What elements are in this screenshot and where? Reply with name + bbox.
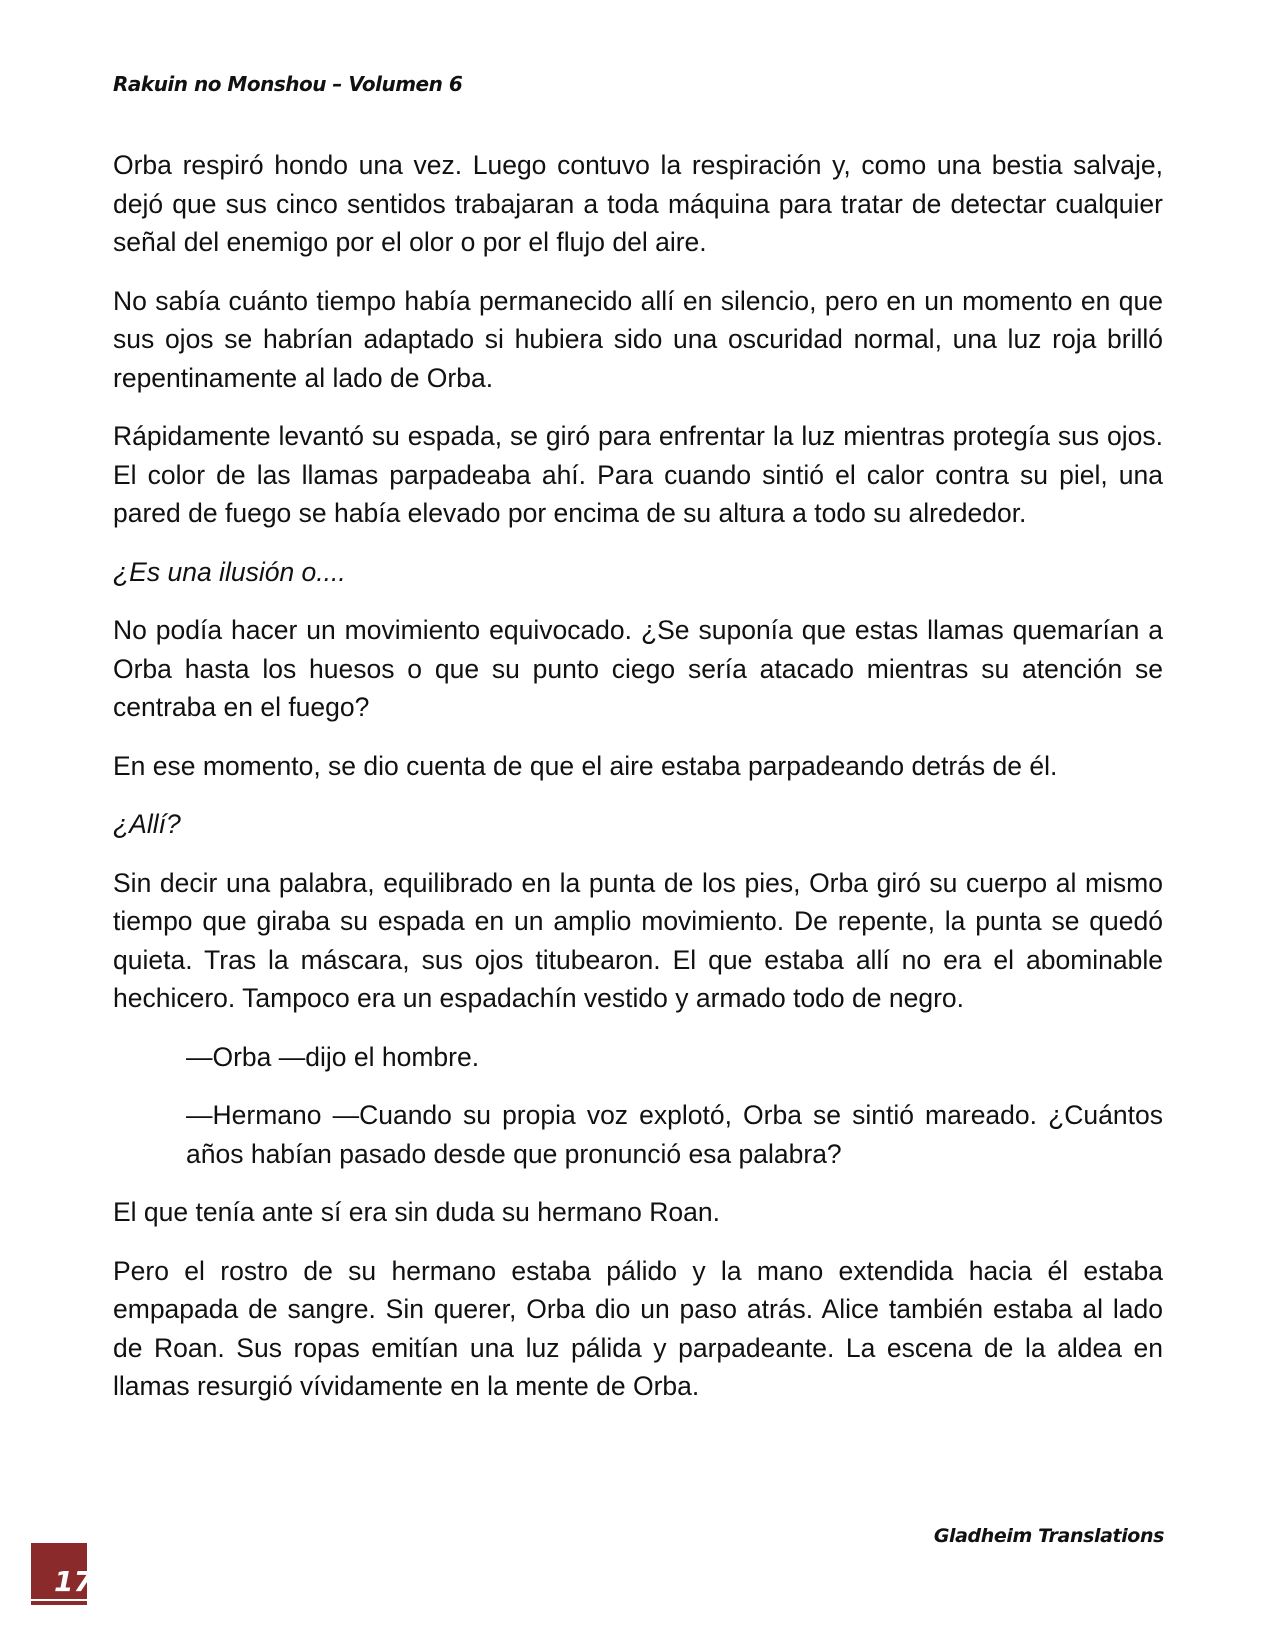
paragraph: El que tenía ante sí era sin duda su hermano Roan.	[113, 1197, 720, 1227]
page-number-badge	[31, 1543, 93, 1605]
page-badge-underline	[31, 1599, 87, 1601]
paragraph: No sabía cuánto tiempo había permanecido allí en silencio, pero en un momento en que sus ojos se habrían adaptado si hubiera sido una oscuridad normal, una luz roja brilló repentinamente al lado de Orba.	[113, 285, 1163, 393]
dialogue-paragraph: —Orba —dijo el hombre.	[186, 1041, 480, 1072]
paragraph: En ese momento, se dio cuenta de que el aire estaba parpadeando detrás de él.	[113, 750, 1058, 781]
footer-credit: Gladheim Translations	[933, 1525, 1164, 1547]
thought-paragraph: ¿Allí?	[113, 809, 181, 839]
paragraph: Pero el rostro de su hermano estaba pálido y la mano extendida hacia él estaba empapada de sangre. Sin querer, Orba dio un paso atrás. Alice también estaba al lado de Roan. Sus ropas emitían una luz pálida y parpadeante. La escena de la aldea en llamas resurgió vívidamente en la mente de Orba.	[113, 1255, 1163, 1401]
paragraph: Rápidamente levantó su espada, se giró para enfrentar la luz mientras protegía sus ojos. El color de las llamas parpadeaba ahí. Para cuando sintió el calor contra su piel, una pared de fuego se había elevado por encima de su altura a todo su alrededor.	[113, 421, 1163, 528]
document-body	[113, 146, 1163, 1426]
paragraph: Sin decir una palabra, equilibrado en la punta de los pies, Orba giró su cuerpo al mismo tiempo que giraba su espada en un amplio movimiento. De repente, la punta se quedó quieta. Tras la máscara, sus ojos titubearon. El que estaba allí no era el abominable hechicero. Tampoco era un espadachín vestido y armado todo de negro.	[113, 867, 1163, 1013]
thought-paragraph: ¿Es una ilusión o....	[113, 556, 346, 587]
running-header-title: Rakuin no Monshou – Volumen 6	[113, 72, 463, 96]
page-number: 17	[54, 1565, 93, 1598]
paragraph: Orba respiró hondo una vez. Luego contuvo la respiración y, como una bestia salvaje, dejó que sus cinco sentidos trabajaran a toda máquina para tratar de detectar cualquier señal del enemigo por el olor o por el flujo del aire.	[113, 150, 1163, 257]
paragraph: No podía hacer un movimiento equivocado. ¿Se suponía que estas llamas quemarían a Orba hasta los huesos o que su punto ciego sería atacado mientras su atención se centraba en el fuego?	[113, 615, 1163, 722]
dialogue-paragraph: —Hermano —Cuando su propia voz explotó, Orba se sintió mareado. ¿Cuántos años habían pasado desde que pronunció esa palabra?	[186, 1100, 1163, 1169]
